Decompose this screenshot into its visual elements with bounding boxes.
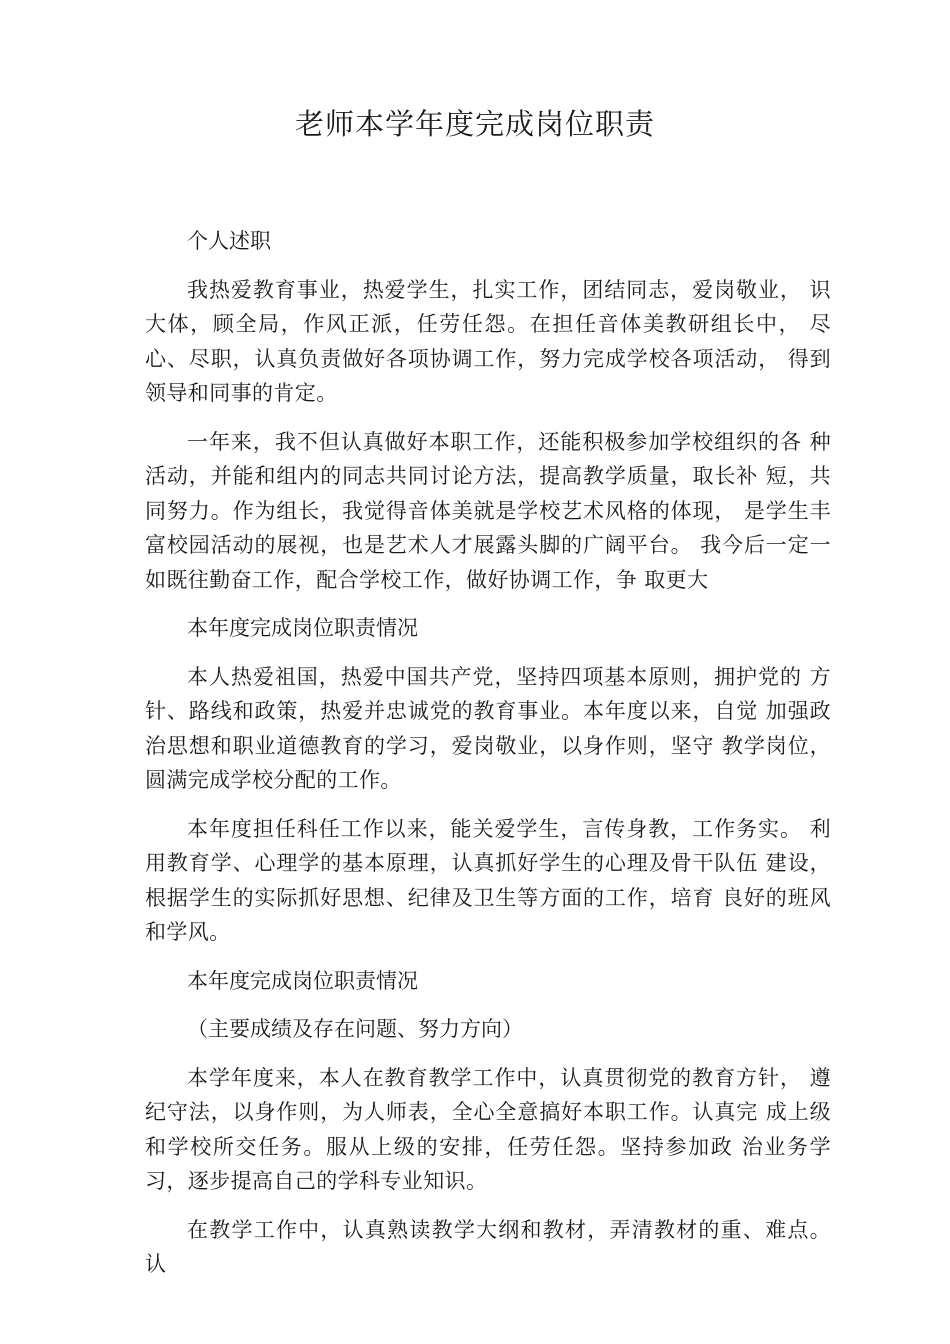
document-body [145,224,831,1282]
section-heading: 本年度完成岗位职责情况 [187,968,418,993]
section-heading: 本年度完成岗位职责情况 [187,616,418,640]
page-title: 老师本学年度完成岗位职责 [294,107,655,141]
body-paragraph: 本年度担任科任工作以来，能关爱学生，言传身教，工作务实。 利用教育学、心理学的基本原理，认真抓好学生的心理及骨干队伍 建设，根据学生的实际抓好思想、纪律及卫生等方面的工作，培育 良好的班风和学风。 [145,816,831,944]
section-subheading: （主要成绩及存在问题、努力方向） [187,1017,523,1041]
body-paragraph: 本学年度来，本人在教育教学工作中，认真贯彻党的教育方针， 遵纪守法，以身作则，为人师表，全心全意搞好本职工作。认真完 成上级和学校所交任务。服从上级的安排，任劳任怨。坚持参加政 治业务学习，逐步提高自己的学科专业知识。 [145,1065,831,1193]
section-heading: 个人述职 [187,229,271,253]
body-paragraph: 在教学工作中，认真熟读教学大纲和教材，弄清教材的重、难点。 认 [145,1217,831,1276]
body-paragraph: 本人热爱祖国，热爱中国共产党，坚持四项基本原则，拥护党的 方针、路线和政策，热爱并忠诚党的教育事业。本年度以来，自觉 加强政治思想和职业道德教育的学习，爱岗敬业，以身作则，坚守 教学岗位，圆满完成学校分配的工作。 [145,664,831,792]
body-paragraph: 一年来，我不但认真做好本职工作，还能积极参加学校组织的各 种活动，并能和组内的同志共同讨论方法，提高教学质量，取长补 短，共同努力。作为组长，我觉得音体美就是学校艺术风格的体现， 是学生丰富校园活动的展视，也是艺术人才展露头脚的广阔平台。 我今后一定一如既往勤奋工作，配合学校工作，做好协调工作，争 取更大 [145,429,831,592]
body-paragraph: 我热爱教育事业，热爱学生，扎实工作，团结同志，爱岗敬业， 识大体，顾全局，作风正派，任劳任怨。在担任音体美教研组长中， 尽心、尽职，认真负责做好各项协调工作，努力完成学校各项活动， 得到领导和同事的肯定。 [145,277,831,405]
